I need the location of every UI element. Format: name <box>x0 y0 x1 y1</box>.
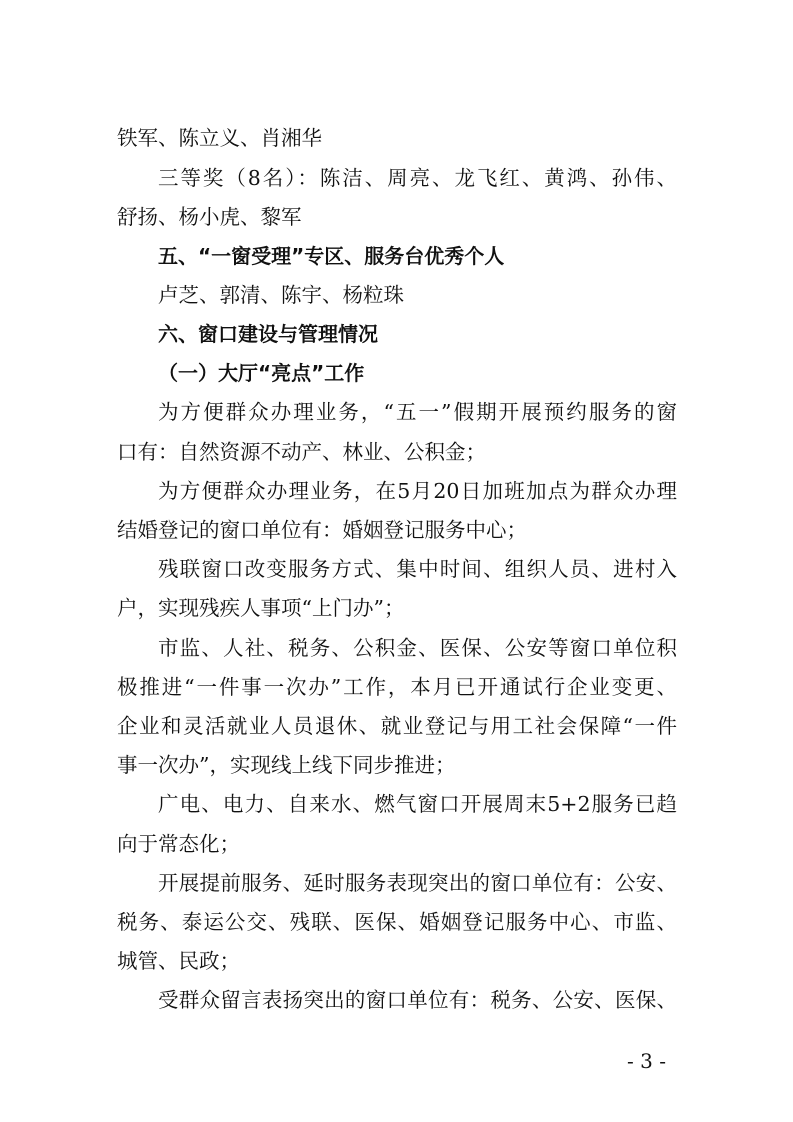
text-line: 受群众留言表扬突出的窗口单位有：税务、公安、医保、 <box>158 988 677 1012</box>
text-line: 税务、泰运公交、残联、医保、婚姻登记服务中心、市监、 <box>117 910 677 934</box>
page-number: - 3 - <box>627 1049 666 1073</box>
section-heading: 五、“一窗受理”专区、服务台优秀个人 <box>158 244 505 268</box>
text-line: 城管、民政； <box>117 949 240 973</box>
text-line: 为方便群众办理业务，“五一”假期开展预约服务的窗 <box>158 400 677 424</box>
text-line: 开展提前服务、延时服务表现突出的窗口单位有：公安、 <box>158 871 677 895</box>
text-line: 结婚登记的窗口单位有：婚姻登记服务中心； <box>117 518 527 542</box>
text-line: 铁军、陈立义、肖湘华 <box>117 126 322 150</box>
text-line: 向于常态化； <box>117 832 240 856</box>
text-line: 极推进“一件事一次办”工作，本月已开通试行企业变更、 <box>117 675 677 699</box>
text-line: 市监、人社、税务、公积金、医保、公安等窗口单位积 <box>158 636 677 660</box>
text-line: 口有：自然资源不动产、林业、公积金； <box>117 440 486 464</box>
text-line: 为方便群众办理业务，在5月20日加班加点为群众办理 <box>158 479 677 503</box>
text-line: 卢芝、郭清、陈宇、杨粒珠 <box>158 283 404 307</box>
text-line: 户，实现残疾人事项“上门办”； <box>117 596 405 620</box>
text-line: 企业和灵活就业人员退休、就业登记与用工社会保障“一件 <box>117 714 677 738</box>
section-heading: 六、窗口建设与管理情况 <box>158 322 378 346</box>
text-line: 事一次办”，实现线上线下同步推进； <box>117 753 456 777</box>
text-line: 残联窗口改变服务方式、集中时间、组织人员、进村入 <box>158 557 677 581</box>
text-line: 广电、电力、自来水、燃气窗口开展周末5+2服务已趋 <box>158 792 677 816</box>
text-line: 三等奖（8名）：陈洁、周亮、龙飞红、黄鸿、孙伟、 <box>158 166 677 190</box>
subsection-heading: （一）大厅“亮点”工作 <box>158 361 365 385</box>
text-line: 舒扬、杨小虎、黎军 <box>117 205 302 229</box>
